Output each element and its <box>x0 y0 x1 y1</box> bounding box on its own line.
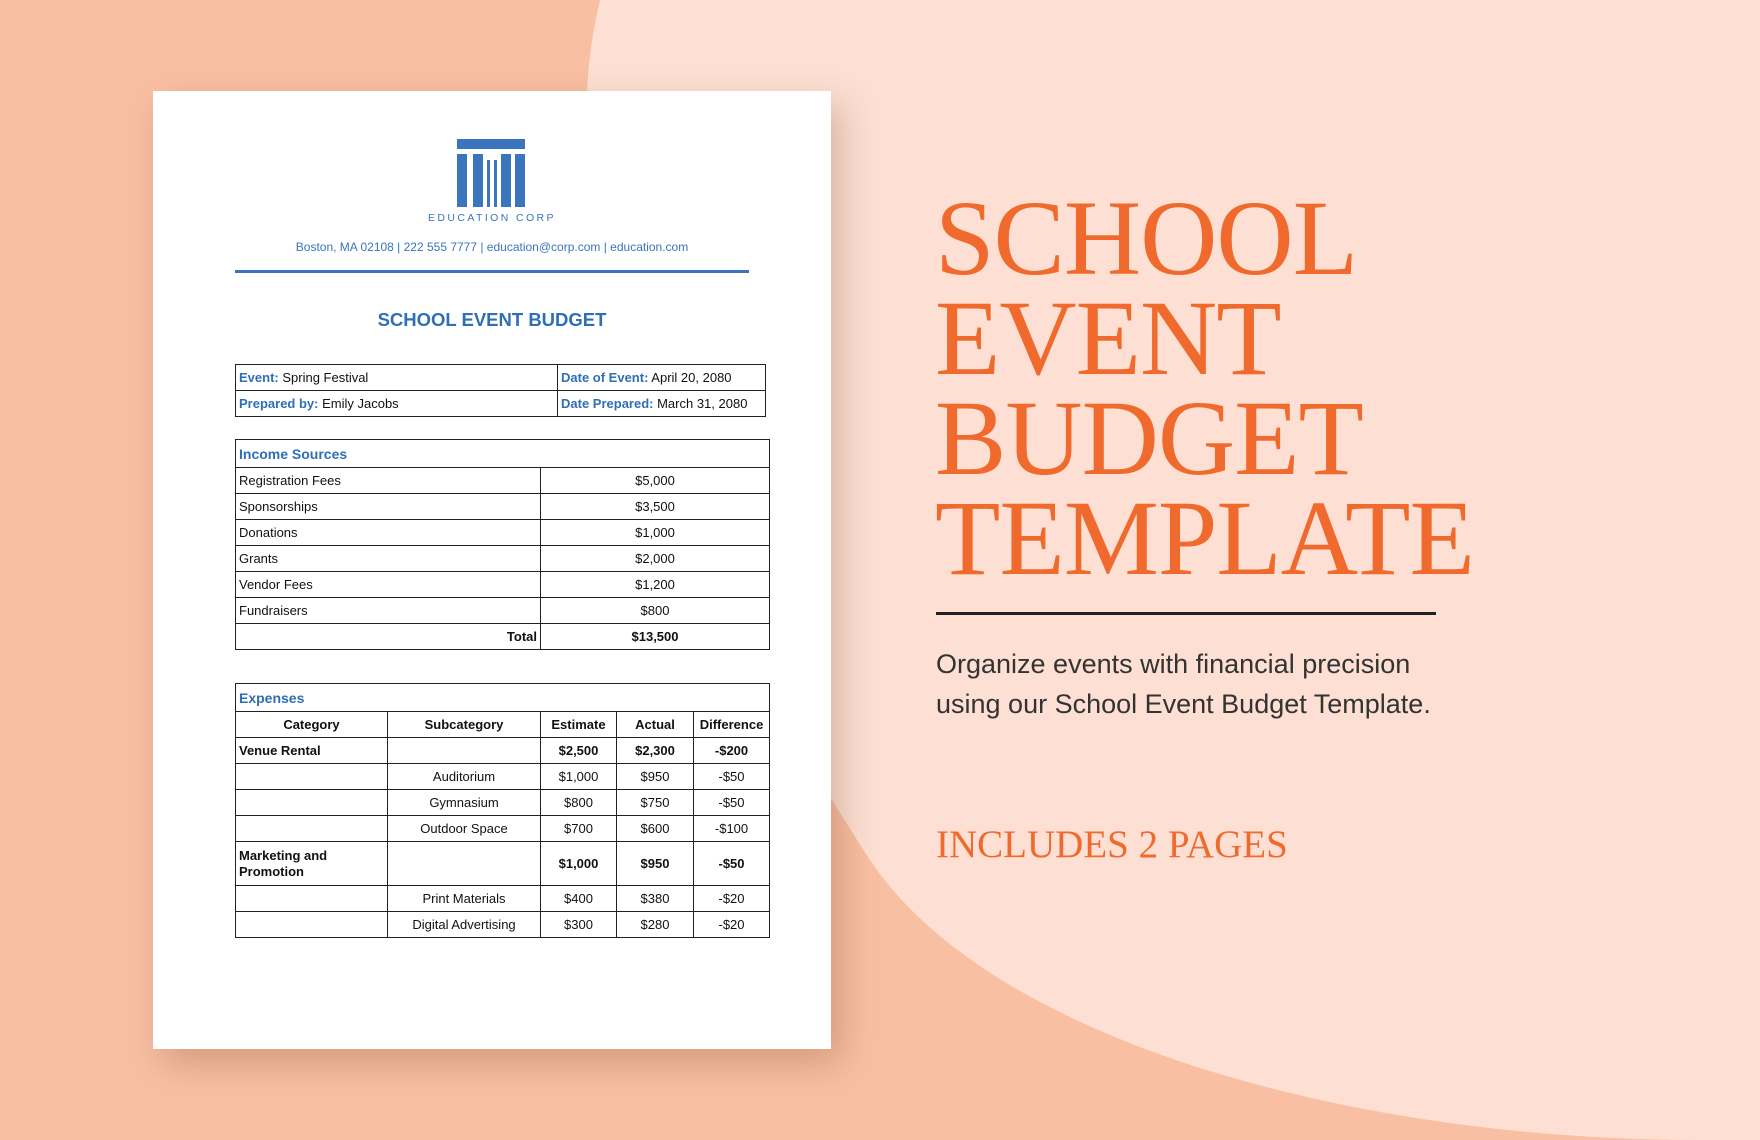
expense-difference: -$50 <box>694 790 770 816</box>
expense-subcategory: Digital Advertising <box>388 912 541 938</box>
pages-label: INCLUDES 2 PAGES <box>936 823 1288 866</box>
expense-difference: -$20 <box>694 886 770 912</box>
table-row <box>236 546 770 572</box>
table-row <box>236 572 770 598</box>
prepared-by-label: Prepared by: <box>239 395 319 411</box>
expense-estimate: $800 <box>541 790 617 816</box>
column-header: Difference <box>694 712 770 738</box>
income-amount: $800 <box>541 598 770 624</box>
expense-difference: -$50 <box>694 842 770 886</box>
income-sources-heading: Income Sources <box>236 440 770 468</box>
income-sources-table <box>235 439 770 650</box>
column-header: Subcategory <box>388 712 541 738</box>
document-preview <box>153 91 831 1049</box>
table-row <box>236 598 770 624</box>
income-name: Donations <box>236 520 541 546</box>
table-row <box>236 842 770 886</box>
income-total-value: $13,500 <box>541 624 770 650</box>
expense-category: Marketing and Promotion <box>236 842 388 886</box>
date-of-event-value: April 20, 2080 <box>648 369 732 385</box>
promo-title <box>935 180 1735 598</box>
table-row <box>236 624 770 650</box>
expense-estimate: $1,000 <box>541 764 617 790</box>
table-row <box>236 365 766 391</box>
expense-difference: -$50 <box>694 764 770 790</box>
date-prepared-label: Date Prepared: <box>561 395 654 411</box>
expense-subcategory: Outdoor Space <box>388 816 541 842</box>
expense-subcategory: Gymnasium <box>388 790 541 816</box>
table-row <box>236 712 770 738</box>
table-row <box>236 440 770 468</box>
promo-title-line: EVENT <box>935 280 1281 398</box>
expense-actual: $750 <box>617 790 694 816</box>
prepared-by-cell <box>236 391 558 417</box>
expense-category <box>236 912 388 938</box>
promo-divider <box>936 612 1436 615</box>
table-row <box>236 494 770 520</box>
column-header: Estimate <box>541 712 617 738</box>
event-cell <box>236 365 558 391</box>
expense-actual: $950 <box>617 764 694 790</box>
table-row <box>236 468 770 494</box>
expense-estimate: $1,000 <box>541 842 617 886</box>
expenses-heading: Expenses <box>236 684 770 712</box>
date-of-event-label: Date of Event: <box>561 369 649 385</box>
expense-subcategory: Print Materials <box>388 886 541 912</box>
table-row <box>236 790 770 816</box>
income-amount: $1,200 <box>541 572 770 598</box>
expense-actual: $950 <box>617 842 694 886</box>
promo-subtitle <box>936 644 1536 724</box>
expense-category <box>236 764 388 790</box>
promo-subtitle-line: Organize events with financial precision <box>936 649 1411 679</box>
expenses-table <box>235 683 770 938</box>
contact-line: Boston, MA 02108 | 222 555 7777 | education@corp.com | education.com <box>295 240 689 254</box>
income-amount: $5,000 <box>541 468 770 494</box>
prepared-by-value: Emily Jacobs <box>318 395 399 411</box>
table-row <box>236 738 770 764</box>
expense-category <box>236 886 388 912</box>
header-divider <box>235 270 749 273</box>
expense-difference: -$20 <box>694 912 770 938</box>
column-header: Category <box>236 712 388 738</box>
event-label: Event: <box>239 369 279 385</box>
expense-difference: -$200 <box>694 738 770 764</box>
promo-title-line: BUDGET <box>935 380 1363 498</box>
table-row <box>236 684 770 712</box>
table-row <box>236 764 770 790</box>
logo-name: EDUCATION CORP <box>428 212 556 224</box>
income-name: Grants <box>236 546 541 572</box>
table-row <box>236 520 770 546</box>
income-name: Vendor Fees <box>236 572 541 598</box>
income-amount: $1,000 <box>541 520 770 546</box>
date-prepared-cell <box>558 391 766 417</box>
income-name: Registration Fees <box>236 468 541 494</box>
expense-category <box>236 816 388 842</box>
income-name: Sponsorships <box>236 494 541 520</box>
date-of-event-cell <box>558 365 766 391</box>
expense-subcategory: Auditorium <box>388 764 541 790</box>
expense-category: Venue Rental <box>236 738 388 764</box>
document-title: SCHOOL EVENT BUDGET <box>377 309 607 330</box>
expense-subcategory <box>388 842 541 886</box>
expense-actual: $380 <box>617 886 694 912</box>
income-total-label: Total <box>236 624 541 650</box>
expense-difference: -$100 <box>694 816 770 842</box>
promo-title-line: SCHOOL <box>935 180 1358 298</box>
expense-estimate: $300 <box>541 912 617 938</box>
expense-estimate: $2,500 <box>541 738 617 764</box>
promo-subtitle-line: using our School Event Budget Template. <box>936 689 1431 719</box>
table-row <box>236 816 770 842</box>
expense-actual: $2,300 <box>617 738 694 764</box>
expense-subcategory <box>388 738 541 764</box>
event-info-table <box>235 364 766 417</box>
promo-title-line: TEMPLATE <box>935 480 1474 598</box>
expense-estimate: $700 <box>541 816 617 842</box>
pillar-building-icon <box>457 139 525 207</box>
expense-estimate: $400 <box>541 886 617 912</box>
table-row <box>236 391 766 417</box>
expense-actual: $600 <box>617 816 694 842</box>
income-amount: $3,500 <box>541 494 770 520</box>
column-header: Actual <box>617 712 694 738</box>
table-row <box>236 912 770 938</box>
table-row <box>236 886 770 912</box>
date-prepared-value: March 31, 2080 <box>653 395 748 411</box>
income-name: Fundraisers <box>236 598 541 624</box>
event-value: Spring Festival <box>278 369 369 385</box>
expense-actual: $280 <box>617 912 694 938</box>
income-amount: $2,000 <box>541 546 770 572</box>
expense-category <box>236 790 388 816</box>
